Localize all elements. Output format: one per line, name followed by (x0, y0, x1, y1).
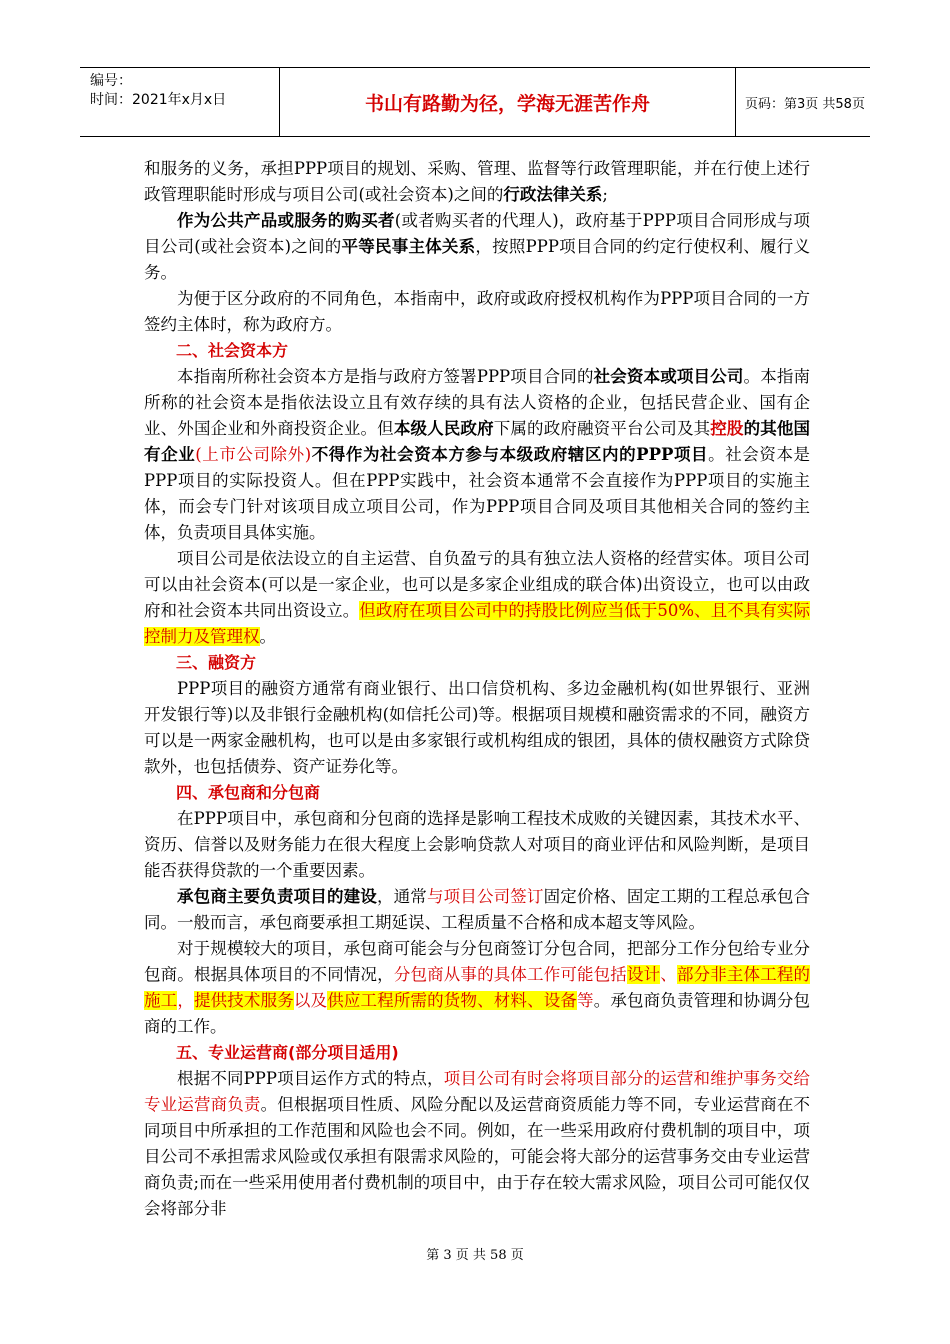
section-heading: 四、承包商和分包商 (176, 783, 321, 802)
text-run: 。本指南所称的社会资本是指依法设立且有效存续的具有法人资格的企业，包括民营企业、国有企业、外国企业和外商投资企业。但 (144, 367, 811, 438)
highlighted-text: 设计 (626, 965, 661, 984)
bold-text: 承包商主要负责项目的建设 (177, 887, 377, 906)
text-run: 对于规模较大的项目，承包商可能会与分包商签订分包合同，把部分工作分包给专业分包商。根据具体项目的不同情况， (144, 939, 810, 984)
section-heading: 五、专业运营商(部分项目适用) (176, 1043, 399, 1062)
paragraph: PPP项目的融资方通常有商业银行、出口信贷机构、多边金融机构(如世界银行、亚洲开发银行等)以及非银行金融机构(如信托公司)等。根据项目规模和融资需求的不同，融资方可以是一两家金融机构，也可以是由多家银行或机构组成的银团，具体的债权融资方式除贷款外，也包括债券、资产证券化等。 (144, 679, 810, 776)
red-text: 项目公司有时会将项目部分的运营和维护事务交给专业运营商负责 (144, 1069, 811, 1114)
bold-text: 作为公共产品或服务的购买者 (177, 211, 395, 230)
text-run: ，通常 (376, 887, 427, 906)
header-number-label: 编号： (90, 73, 132, 89)
text-run: 固定价格、固定工期的工程总承包合同。一般而言，承包商要承担工期延误、工程质量不合格和成本超支等风险。 (144, 887, 811, 932)
text-run: (或者购买者的代理人)，政府基于PPP项目合同形成与项目公司(或社会资本)之间的 (144, 211, 811, 256)
section-heading: 三、融资方 (176, 653, 257, 672)
section-heading: 二、社会资本方 (176, 341, 289, 360)
red-bold-text: 控股 (710, 419, 744, 438)
page-footer: 第 3 页 共 58 页 (426, 1248, 524, 1263)
paragraph (144, 936, 810, 1040)
text-run: 。承包商负责管理和协调分包商的工作。 (144, 991, 811, 1036)
bold-text: 不得作为社会资本方参与本级政府辖区内的PPP项目 (311, 445, 709, 464)
red-text: (上市公司除外) (195, 445, 312, 464)
bold-text: 社会资本或项目公司 (593, 367, 744, 386)
header-motto: 书山有路勤为径，学海无涯苦作舟 (280, 68, 736, 136)
header-meta (80, 68, 280, 136)
highlighted-text: 提供技术服务 (193, 991, 294, 1010)
text-run: 下属的政府融资平台公司及其 (493, 419, 711, 438)
text-run: 。但根据项目性质、风险分配以及运营商资质能力等不同，专业运营商在不同项目中所承担的工作范围和风险也会不同。例如，在一些采用政府付费机制的项目中，项目公司不承担需求风险或仅承担有限需求风险的，可能会将大部分的运营事务交由专业运营商负责;而在一些采用使用者付费机制的项目中，由于存在较大需求风险，项目公司可能仅仅会将部分非 (144, 1095, 811, 1218)
red-text: 等 (577, 991, 594, 1010)
red-text: 以及 (293, 991, 328, 1010)
text-run: 和服务的义务，承担PPP项目的规划、采购、管理、监督等行政管理职能，并在行使上述行政管理职能时形成与项目公司(或社会资本)之间的 (144, 159, 810, 204)
red-text: 分包商从事的具体工作可能包括 (393, 965, 627, 984)
text-run: ; (602, 185, 608, 204)
paragraph (144, 156, 810, 208)
red-text: 、 (660, 965, 677, 984)
paragraph (144, 546, 810, 650)
paragraph (144, 1066, 810, 1222)
bold-text: 的其他国有企业 (144, 419, 811, 464)
paragraph (144, 364, 810, 546)
bold-text: 行政法律关系 (503, 185, 603, 204)
page-header (80, 67, 870, 137)
paragraph (144, 208, 810, 286)
red-text: ， (177, 991, 194, 1010)
highlighted-text: 部分非主体工程的施工 (144, 965, 811, 1010)
text-run: ，按照PPP项目合同的约定行使权利、履行义务。 (144, 237, 811, 282)
text-run: 项目公司是依法设立的自主运营、自负盈亏的具有独立法人资格的经营实体。项目公司可以由社会资本(可以是一家企业，也可以是多家企业组成的联合体)出资设立，也可以由政府和社会资本共同出资设立。 (144, 549, 810, 620)
bold-text: 平等民事主体关系 (341, 237, 476, 256)
text-run: 。 (259, 627, 276, 646)
header-time-label: 时间：2021年x月x日 (90, 92, 227, 108)
paragraph (144, 884, 810, 936)
text-run: 根据不同PPP项目运作方式的特点， (177, 1069, 444, 1088)
text-run: 。社会资本是PPP项目的实际投资人。但在PPP实践中，社会资本通常不会直接作为PPP项目的实施主体，而会专门针对该项目成立项目公司，作为PPP项目合同及项目其他相关合同的签约主体，负责项目具体实施。 (144, 445, 811, 542)
highlighted-text: 供应工程所需的货物、材料、设备 (327, 991, 578, 1010)
header-page-info: 页码：第3页 共58页 (745, 96, 865, 112)
paragraph: 为便于区分政府的不同角色，本指南中，政府或政府授权机构作为PPP项目合同的一方签约主体时，称为政府方。 (144, 289, 810, 334)
text-run: 本指南所称社会资本方是指与政府方签署PPP项目合同的 (177, 367, 594, 386)
red-text: 与项目公司签订 (426, 887, 544, 906)
paragraph: 在PPP项目中，承包商和分包商的选择是影响工程技术成败的关键因素，其技术水平、资历、信誉以及财务能力在很大程度上会影响贷款人对项目的商业评估和风险判断，是项目能否获得贷款的一个重要因素。 (144, 809, 810, 880)
highlighted-text: 但政府在项目公司中的持股比例应当低于50%、且不具有实际控制力及管理权 (144, 601, 810, 646)
bold-text: 本级人民政府 (393, 419, 494, 438)
document-body (144, 156, 810, 1222)
